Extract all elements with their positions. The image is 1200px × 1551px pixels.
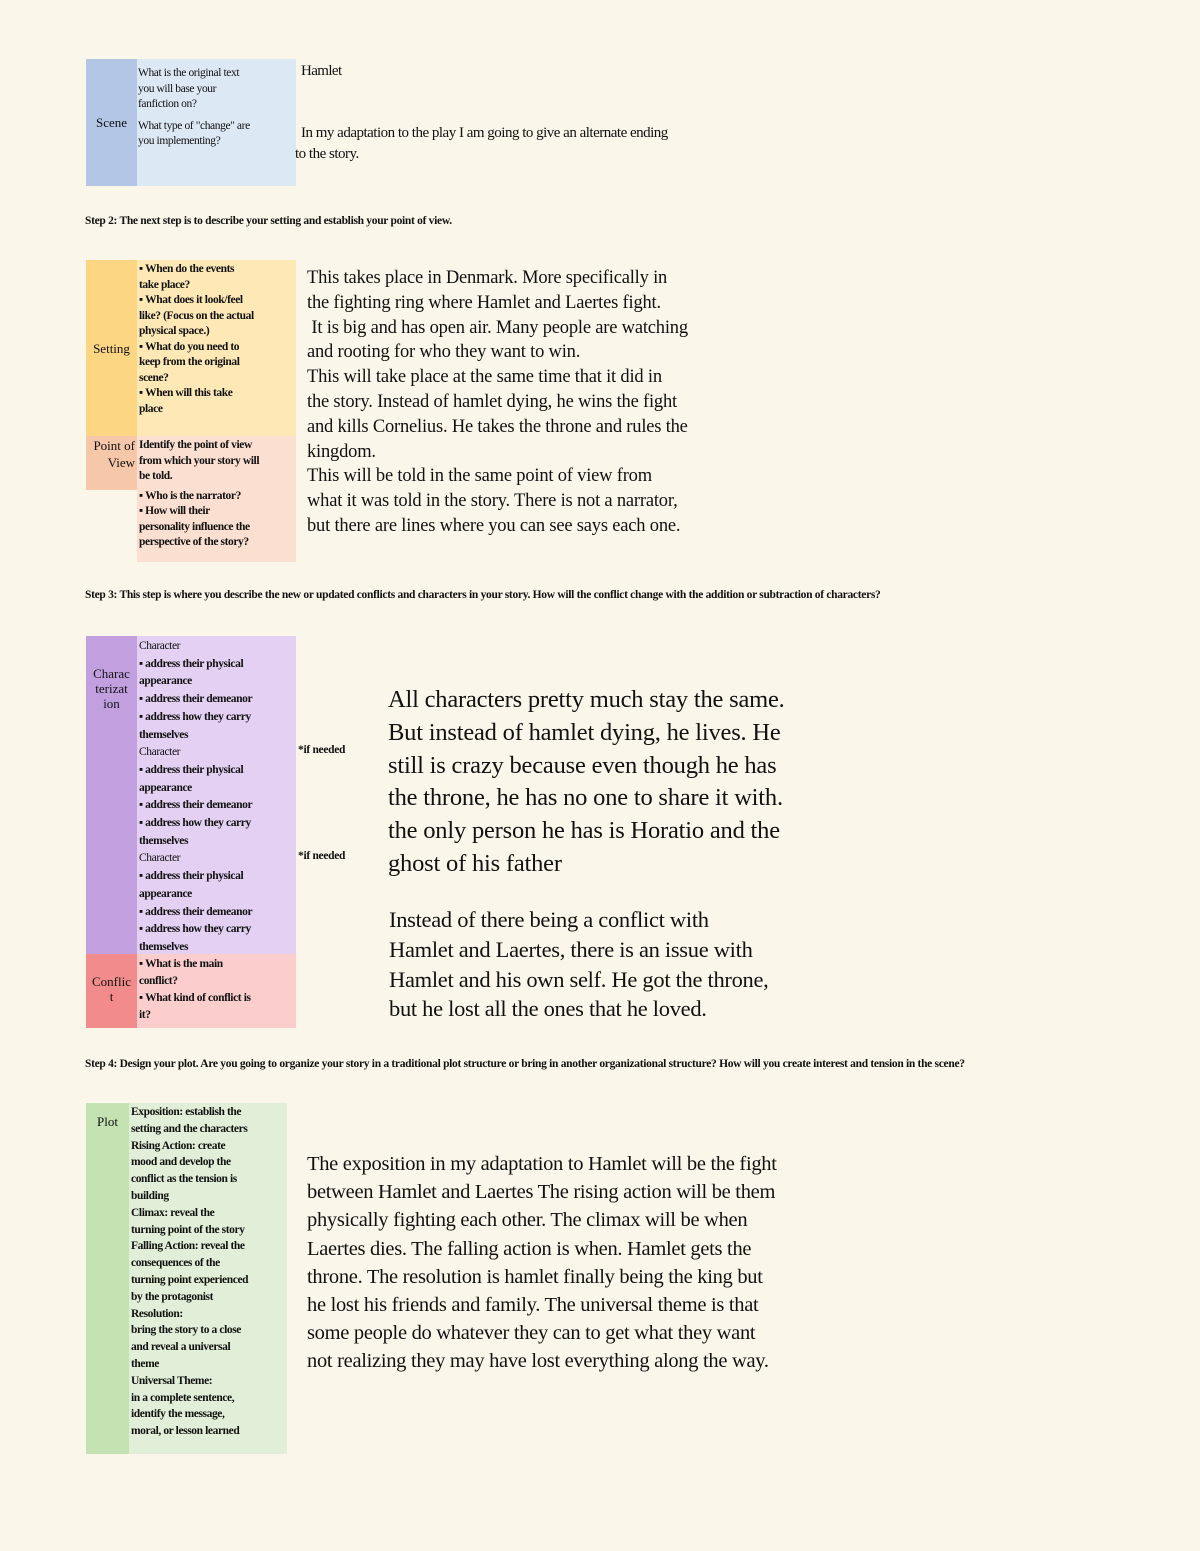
plot-answer-line: physically fighting each other. The climax will be when [307,1209,748,1232]
plot-answer-line: Laertes dies. The falling action is when. Hamlet gets the [307,1237,752,1260]
scene-prompt-cell [137,59,296,186]
conflict-answer-line: but he lost all the ones that he loved. [389,996,707,1022]
scene-answer-change [295,123,668,165]
character-answer [388,684,908,881]
setting-answer-line: but there are lines where you can see says each one. [307,515,681,536]
plot-prompt-line: building [131,1189,169,1202]
scene-label-cell [86,59,137,186]
pov-prompt-line: ▪ How will their [139,504,296,520]
plot-prompt-line: moral, or lesson learned [131,1425,240,1438]
setting-prompt-line: scene? [139,371,169,384]
step2-heading: Step 2: The next step is to describe your setting and establish your point of view. [85,215,452,227]
setting-answer-line: This takes place in Denmark. More specifically in [307,268,668,288]
pov-prompt-cell [137,436,296,562]
setting-answer-line: and kills Cornelius. He takes the throne and rules the [307,416,688,437]
plot-prompt-line: by the protagonist [131,1290,214,1303]
character-answer-line: ghost of his father [388,849,562,877]
plot-prompt-line: Exposition: establish the [131,1106,242,1118]
character-prompt-line: appearance [139,887,192,900]
pov-prompt-line: be told. [139,470,173,482]
plot-prompt-line: turning point experienced [131,1273,249,1286]
conflict-label-cell [86,954,137,1028]
plot-answer-line: he lost his friends and family. The universal theme is that [307,1294,759,1317]
plot-prompt-line: setting and the characters [131,1122,248,1135]
setting-prompt-line: ▪ When do the events [139,262,296,278]
character-prompt-line: appearance [139,675,192,688]
plot-answer-line: The exposition in my adaptation to Hamlet will be the fight [307,1153,777,1175]
character-prompt-line: ▪ address their demeanor [139,797,296,815]
conflict-prompt-line: it? [139,1009,151,1021]
plot-prompt-line: bring the story to a close [131,1324,242,1337]
scene-answer-original: Hamlet [301,63,342,79]
character-prompt-line: ▪ address how they carry [139,709,296,727]
character-prompt-line: Character [139,640,181,652]
setting-prompt-cell [137,260,296,436]
character-label-line: ion [103,696,120,711]
character-prompt-line: appearance [139,781,192,794]
character-prompt-line: ▪ address their physical [139,656,296,674]
character-prompt-line: themselves [139,728,189,741]
pov-prompt-line: ▪ Who is the narrator? [139,489,296,505]
setting-prompt-line: physical space.) [139,325,210,337]
if-needed-note: *if needed [298,744,346,756]
character-prompt-line: themselves [139,940,189,953]
setting-answer-line: It is big and has open air. Many people are watching [307,317,688,338]
character-label-cell [86,636,137,954]
setting-prompt-line: keep from the original [139,356,240,368]
plot-prompt-line: and reveal a universal [131,1341,231,1354]
plot-prompt-line: turning point of the story [131,1223,245,1236]
scene-prompt-line: you will base your [138,82,217,95]
conflict-prompt-line: conflict? [139,975,178,987]
plot-prompt-line: Falling Action: reveal the [131,1240,245,1253]
plot-answer-line: some people do whatever they can to get what they want [307,1322,756,1345]
character-prompt-line: Character [139,852,181,865]
character-prompt-line: Character [139,746,181,759]
character-prompt-line: ▪ address how they carry [139,815,296,833]
character-answer-line: still is crazy because even though he has [388,751,777,779]
character-prompt-line: ▪ address their demeanor [139,904,296,922]
plot-prompt-line: Resolution: [131,1307,183,1320]
plot-prompt-line: in a complete sentence, [131,1391,235,1404]
plot-prompt-line: identify the message, [131,1408,225,1421]
plot-answer [307,1150,907,1376]
plot-prompt-line: Rising Action: create [131,1139,226,1152]
setting-answer-line: This will take place at the same time that it did in [307,367,662,388]
setting-answer [307,266,787,539]
conflict-label-line: t [109,989,114,1004]
conflict-answer-line: Instead of there being a conflict with [389,907,709,932]
plot-prompt-line: theme [131,1357,160,1370]
character-prompt-line: themselves [139,834,189,847]
pov-label-fill [86,490,137,562]
setting-answer-line: what it was told in the story. There is not a narrator, [307,491,678,512]
character-answer-line: All characters pretty much stay the same. [388,686,785,713]
character-prompt-line: ▪ address their physical [139,762,296,780]
scene-answer-line: In my adaptation to the play I am going to give an alternate ending [301,125,668,141]
conflict-label-line: Conflic [92,974,131,989]
conflict-answer [389,905,889,1024]
setting-answer-line: the fighting ring where Hamlet and Laertes fight. [307,292,661,313]
character-label-line: terizat [95,681,128,696]
scene-answer-line: to the story. [295,146,359,162]
conflict-answer-line: Hamlet and Laertes, there is an issue with [389,936,753,962]
setting-prompt-line: place [139,402,163,415]
conflict-prompt-cell [137,954,296,1028]
conflict-prompt-line: ▪ What kind of conflict is [139,990,296,1007]
character-answer-line: But instead of hamlet dying, he lives. He [388,718,781,746]
setting-prompt-line: ▪ When will this take [139,386,296,402]
plot-label-cell [86,1103,129,1454]
plot-prompt-line: consequences of the [131,1257,220,1270]
setting-prompt-line: like? (Focus on the actual [139,309,254,322]
conflict-prompt-line: ▪ What is the main [139,956,296,973]
plot-prompt-cell [129,1103,287,1454]
pov-prompt-line: perspective of the story? [139,536,249,548]
character-answer-line: the throne, he has no one to share it with. [388,784,783,812]
plot-label: Plot [97,1114,118,1129]
pov-label-line: Point of [93,438,135,453]
setting-answer-line: This will be told in the same point of view from [307,466,652,487]
setting-answer-line: the story. Instead of hamlet dying, he wins the fight [307,391,677,412]
setting-label: Setting [93,340,130,356]
character-label-line: Charac [93,666,130,681]
plot-prompt-line: Universal Theme: [131,1374,213,1387]
setting-prompt-line: ▪ What does it look/feel [139,293,296,309]
plot-answer-line: not realizing they may have lost everything along the way. [307,1350,769,1373]
setting-answer-line: kingdom. [307,441,376,462]
plot-answer-line: between Hamlet and Laertes The rising action will be them [307,1181,776,1204]
character-answer-line: the only person he has is Horatio and the [388,817,780,845]
if-needed-note: *if needed [298,850,346,862]
pov-label-cell [86,436,137,490]
conflict-answer-line: Hamlet and his own self. He got the throne, [389,966,769,992]
plot-prompt-line: conflict as the tension is [131,1173,237,1186]
scene-label: Scene [95,115,128,130]
character-prompt-cell [137,636,296,954]
plot-answer-line: throne. The resolution is hamlet finally being the king but [307,1265,763,1288]
scene-prompt-line: fanfiction on? [138,98,197,110]
pov-prompt-line: personality influence the [139,520,250,533]
setting-prompt-line: take place? [139,278,190,291]
setting-prompt-line: ▪ What do you need to [139,340,296,356]
setting-answer-line: and rooting for who they want to win. [307,342,581,363]
step4-heading: Step 4: Design your plot. Are you going to organize your story in a traditional plot structure or bring in another organizational structure? How will you create interest and tension in the scene? [85,1058,965,1070]
scene-prompt-line: What type of "change" are [138,119,250,132]
pov-label-line: View [107,455,135,470]
pov-prompt-line: Identify the point of view [139,439,252,451]
pov-prompt-line: from which your story will [139,454,260,467]
character-prompt-line: ▪ address their demeanor [139,691,296,709]
setting-label-cell [86,260,137,436]
step3-heading: Step 3: This step is where you describe the new or updated conflicts and characters in your story. How will the conflict change with the addition or subtraction of characters? [85,589,881,601]
character-prompt-line: ▪ address their physical [139,868,296,886]
scene-prompt-line: What is the original text [138,67,240,79]
plot-prompt-line: Climax: reveal the [131,1206,215,1219]
scene-prompt-line: you implementing? [138,135,221,147]
plot-prompt-line: mood and develop the [131,1156,231,1169]
character-prompt-line: ▪ address how they carry [139,921,296,939]
